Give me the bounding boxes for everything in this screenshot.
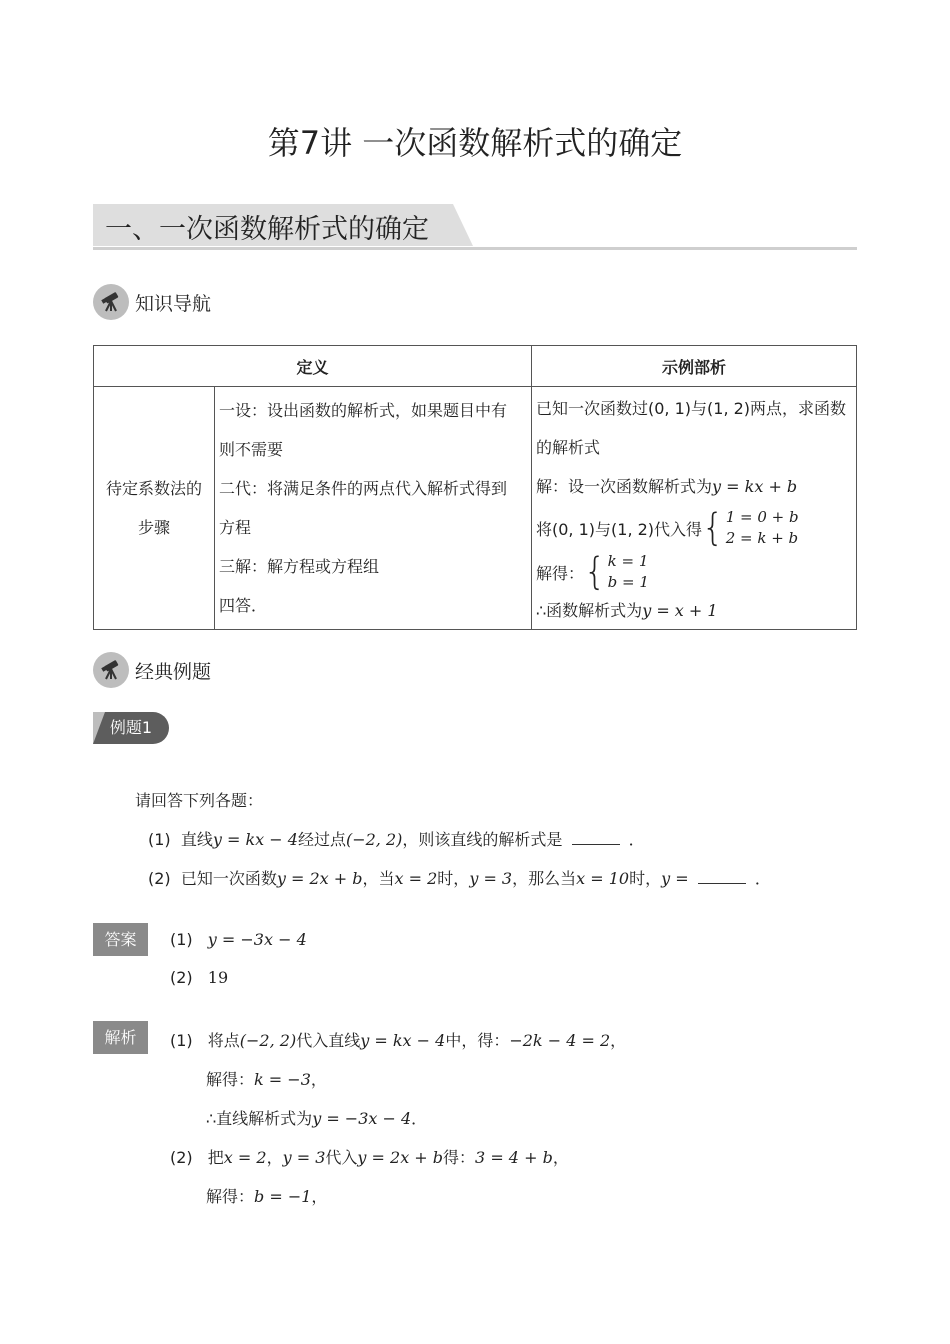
question-math: y = [661,869,689,888]
knowledge-table [93,345,857,630]
example-line [536,594,856,628]
question-math: (−2, 2) [345,830,403,849]
question-text: 直线 [180,830,213,849]
definition-line: 四答． [219,596,268,615]
analysis-number: (1) [170,1031,193,1050]
example-line [536,467,856,506]
answer-blank [572,830,620,845]
tag-notch [93,712,105,744]
answer-2 [170,968,228,987]
answer-math: y = −3x − 4 [207,930,307,949]
question-text: ，当 [362,869,395,888]
table-row [94,387,857,630]
analysis-text: 解得： [206,1187,255,1206]
example-line: 的解析式 [536,438,601,457]
equation: b = 1 [607,573,649,591]
example-text: ∴函数解析式为 [536,601,643,620]
definition-line: 三解：解方程或方程组 [219,557,380,576]
analysis-text: 中，得： [445,1031,510,1050]
question-text: 时， [629,869,662,888]
analysis-text: ， [311,1187,328,1206]
section-title: 一、一次函数解析式的确定 [105,214,429,245]
definition-line: 一设：设出函数的解析式，如果题目中有 [219,401,508,420]
analysis-text: 将点 [207,1031,240,1050]
analysis-1-line-3 [206,1106,427,1129]
question-math: x = 10 [576,869,630,888]
brace-icon: { [702,506,724,550]
question-text: ． [628,830,645,849]
knowledge-heading [93,284,211,320]
analysis-number: (2) [170,1148,193,1167]
page-title: 第7讲 一次函数解析式的确定 [267,124,683,162]
analysis-math: y = 3 [282,1148,326,1167]
question-number: (1) [148,830,171,849]
analysis-1-line-2 [206,1067,327,1090]
answer-label: 答案 [93,923,148,956]
example-line: 已知一次函数过(0, 1)与(1, 2)两点，求函数 [536,399,847,418]
equation: 2 = k + b [725,529,799,547]
analysis-text: ∴直线解析式为 [206,1109,313,1128]
analysis-text: ， [310,1070,327,1089]
knowledge-heading-text: 知识导航 [135,292,212,315]
analysis-text: ， [552,1148,569,1167]
example-math: y = kx + b [712,477,798,496]
analysis-math: y = 2x + b [357,1148,444,1167]
question-number: (2) [148,869,171,888]
question-text: 时， [437,869,470,888]
analysis-text: ． [411,1109,428,1128]
analysis-math: (−2, 2) [239,1031,297,1050]
answer-number: (2) [170,968,193,987]
equation: 1 = 0 + b [725,508,799,526]
analysis-math: 3 = 4 + b [475,1148,553,1167]
question-math: y = 3 [469,869,513,888]
example-tag-label: 例题1 [109,718,153,737]
definition-line: 方程 [219,518,252,537]
question-math: y = 2x + b [276,869,363,888]
row-label-line: 待定系数法的 [105,479,202,498]
section-header-underline [93,247,857,250]
answer-number: (1) [170,930,193,949]
definition-cell [215,387,532,630]
brace-icon: { [584,550,606,594]
equation-system [726,507,799,549]
analysis-math: b = −1 [254,1187,312,1206]
table-header-definition: 定义 [94,346,532,387]
example-text: 解：设一次函数解析式为 [536,477,713,496]
question-math: x = 2 [394,869,438,888]
answer-1 [170,930,307,949]
question-text: ，那么当 [512,869,577,888]
question-2 [148,866,771,889]
question-text: ，则该直线的解析式是 [402,830,563,849]
classic-heading [93,652,211,688]
analysis-text: ， [610,1031,627,1050]
equation-system [608,551,649,593]
section-header [93,204,857,250]
question-intro: 请回答下列各题： [135,791,264,810]
question-text: ． [754,869,771,888]
question-1 [148,827,645,850]
analysis-label: 解析 [93,1021,148,1054]
analysis-text: 解得： [206,1070,255,1089]
analysis-2-line-2 [206,1184,327,1207]
answer-blank [698,869,746,884]
analysis-2 [170,1145,569,1168]
analysis-text: 把 [207,1148,224,1167]
example-cell [532,387,857,630]
definition-line: 二代：将满足条件的两点代入解析式得到 [219,479,508,498]
example-tag [93,712,169,744]
telescope-icon [93,284,129,320]
table-header-row [94,346,857,387]
analysis-math: y = kx − 4 [360,1031,446,1050]
analysis-text: ， [266,1148,283,1167]
row-label-line: 步骤 [137,518,170,537]
classic-heading-text: 经典例题 [135,660,212,683]
analysis-math: −2k − 4 = 2 [509,1031,611,1050]
question-math: y = kx − 4 [212,830,298,849]
equation: k = 1 [607,552,649,570]
telescope-icon [93,652,129,688]
question-text: 已知一次函数 [180,869,277,888]
analysis-text: 代入 [325,1148,358,1167]
analysis-text: 得： [443,1148,476,1167]
analysis-1 [170,1028,626,1051]
analysis-text: 代入直线 [296,1031,361,1050]
analysis-math: x = 2 [223,1148,267,1167]
example-math: y = x + 1 [642,601,718,620]
example-line [536,506,856,550]
analysis-math: k = −3 [254,1070,311,1089]
example-text: 解得： [536,563,585,583]
table-header-example: 示例部析 [532,346,857,387]
example-line [536,550,856,594]
row-label-cell [94,387,215,630]
definition-line: 则不需要 [219,440,284,459]
question-text: 经过点 [297,830,346,849]
example-text: 将(0, 1)与(1, 2)代入得 [536,519,703,539]
answer-math: 19 [207,968,229,987]
analysis-math: y = −3x − 4 [312,1109,412,1128]
